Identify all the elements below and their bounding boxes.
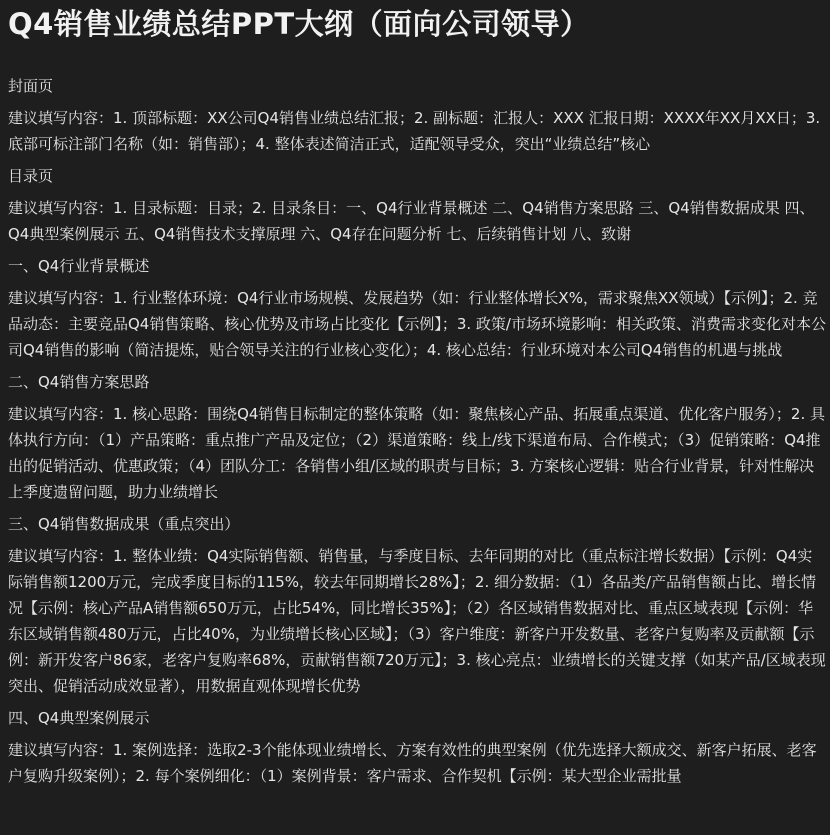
page-title: Q4销售业绩总结PPT大纲（面向公司领导） bbox=[8, 7, 590, 41]
section-heading: 四、Q4典型案例展示 bbox=[8, 709, 150, 727]
section-heading: 封面页 bbox=[8, 77, 54, 95]
section-body: 建议填写内容：1. 行业整体环境：Q4行业市场规模、发展趋势（如：行业整体增长X%，需求聚焦XX领域）【示例】；2. 竞品动态：主要竞品Q4销售策略、核心优势及市场占比变化【示例】；3. 政策/市场环境影响：相关政策、消费需求变化对本公司Q4销售的影响（简洁提炼，贴合领导关注的行业核心变化）；4. 核心总结：行业环境对本公司Q4销售的机遇与挑战 bbox=[8, 289, 826, 359]
section-heading: 三、Q4销售数据成果（重点突出） bbox=[8, 515, 240, 533]
section-sales-results bbox=[8, 511, 830, 699]
section-cover bbox=[8, 73, 830, 157]
section-sales-plan bbox=[8, 369, 830, 505]
section-body: 建议填写内容：1. 顶部标题：XX公司Q4销售业绩总结汇报；2. 副标题：汇报人：XXX 汇报日期：XXXX年XX月XX日；3. 底部可标注部门名称（如：销售部）；4. 整体表述简洁正式，适配领导受众，突出“业绩总结”核心 bbox=[8, 109, 821, 153]
section-body: 建议填写内容：1. 目录标题：目录；2. 目录条目：一、Q4行业背景概述 二、Q4销售方案思路 三、Q4销售数据成果 四、Q4典型案例展示 五、Q4销售技术支撑原理 六、Q4存在问题分析 七、后续销售计划 八、致谢 bbox=[8, 199, 815, 243]
section-body: 建议填写内容：1. 整体业绩：Q4实际销售额、销售量，与季度目标、去年同期的对比（重点标注增长数据）【示例：Q4实际销售额1200万元，完成季度目标的115%，较去年同期增长28%】；2. 细分数据：（1）各品类/产品销售额占比、增长情况【示例：核心产品A销售额650万元，占比54%，同比增长35%】；（2）各区域销售数据对比、重点区域表现【示例：华东区域销售额480万元，占比40%，为业绩增长核心区域】；（3）客户维度：新客户开发数量、老客户复购率及贡献额【示例：新开发客户86家，老客户复购率68%，贡献销售额720万元】；3. 核心亮点：业绩增长的关键支撑（如某产品/区域表现突出、促销活动成效显著），用数据直观体现增长优势 bbox=[8, 547, 826, 695]
section-heading: 二、Q4销售方案思路 bbox=[8, 373, 150, 391]
section-body: 建议填写内容：1. 核心思路：围绕Q4销售目标制定的整体策略（如：聚焦核心产品、拓展重点渠道、优化客户服务）；2. 具体执行方向：（1）产品策略：重点推广产品及定位；（2）渠道策略：线上/线下渠道布局、合作模式；（3）促销策略：Q4推出的促销活动、优惠政策；（4）团队分工：各销售小组/区域的职责与目标；3. 方案核心逻辑：贴合行业背景，针对性解决上季度遗留问题，助力业绩增长 bbox=[8, 405, 826, 501]
section-body: 建议填写内容：1. 案例选择：选取2-3个能体现业绩增长、方案有效性的典型案例（优先选择大额成交、新客户拓展、老客户复购升级案例）；2. 每个案例细化：（1）案例背景：客户需求、合作契机【示例：某大型企业需批量 bbox=[8, 741, 817, 785]
section-industry-background bbox=[8, 253, 830, 363]
section-heading: 目录页 bbox=[8, 167, 54, 185]
section-heading: 一、Q4行业背景概述 bbox=[8, 257, 150, 275]
section-toc bbox=[8, 163, 830, 247]
section-case-study bbox=[8, 705, 830, 789]
